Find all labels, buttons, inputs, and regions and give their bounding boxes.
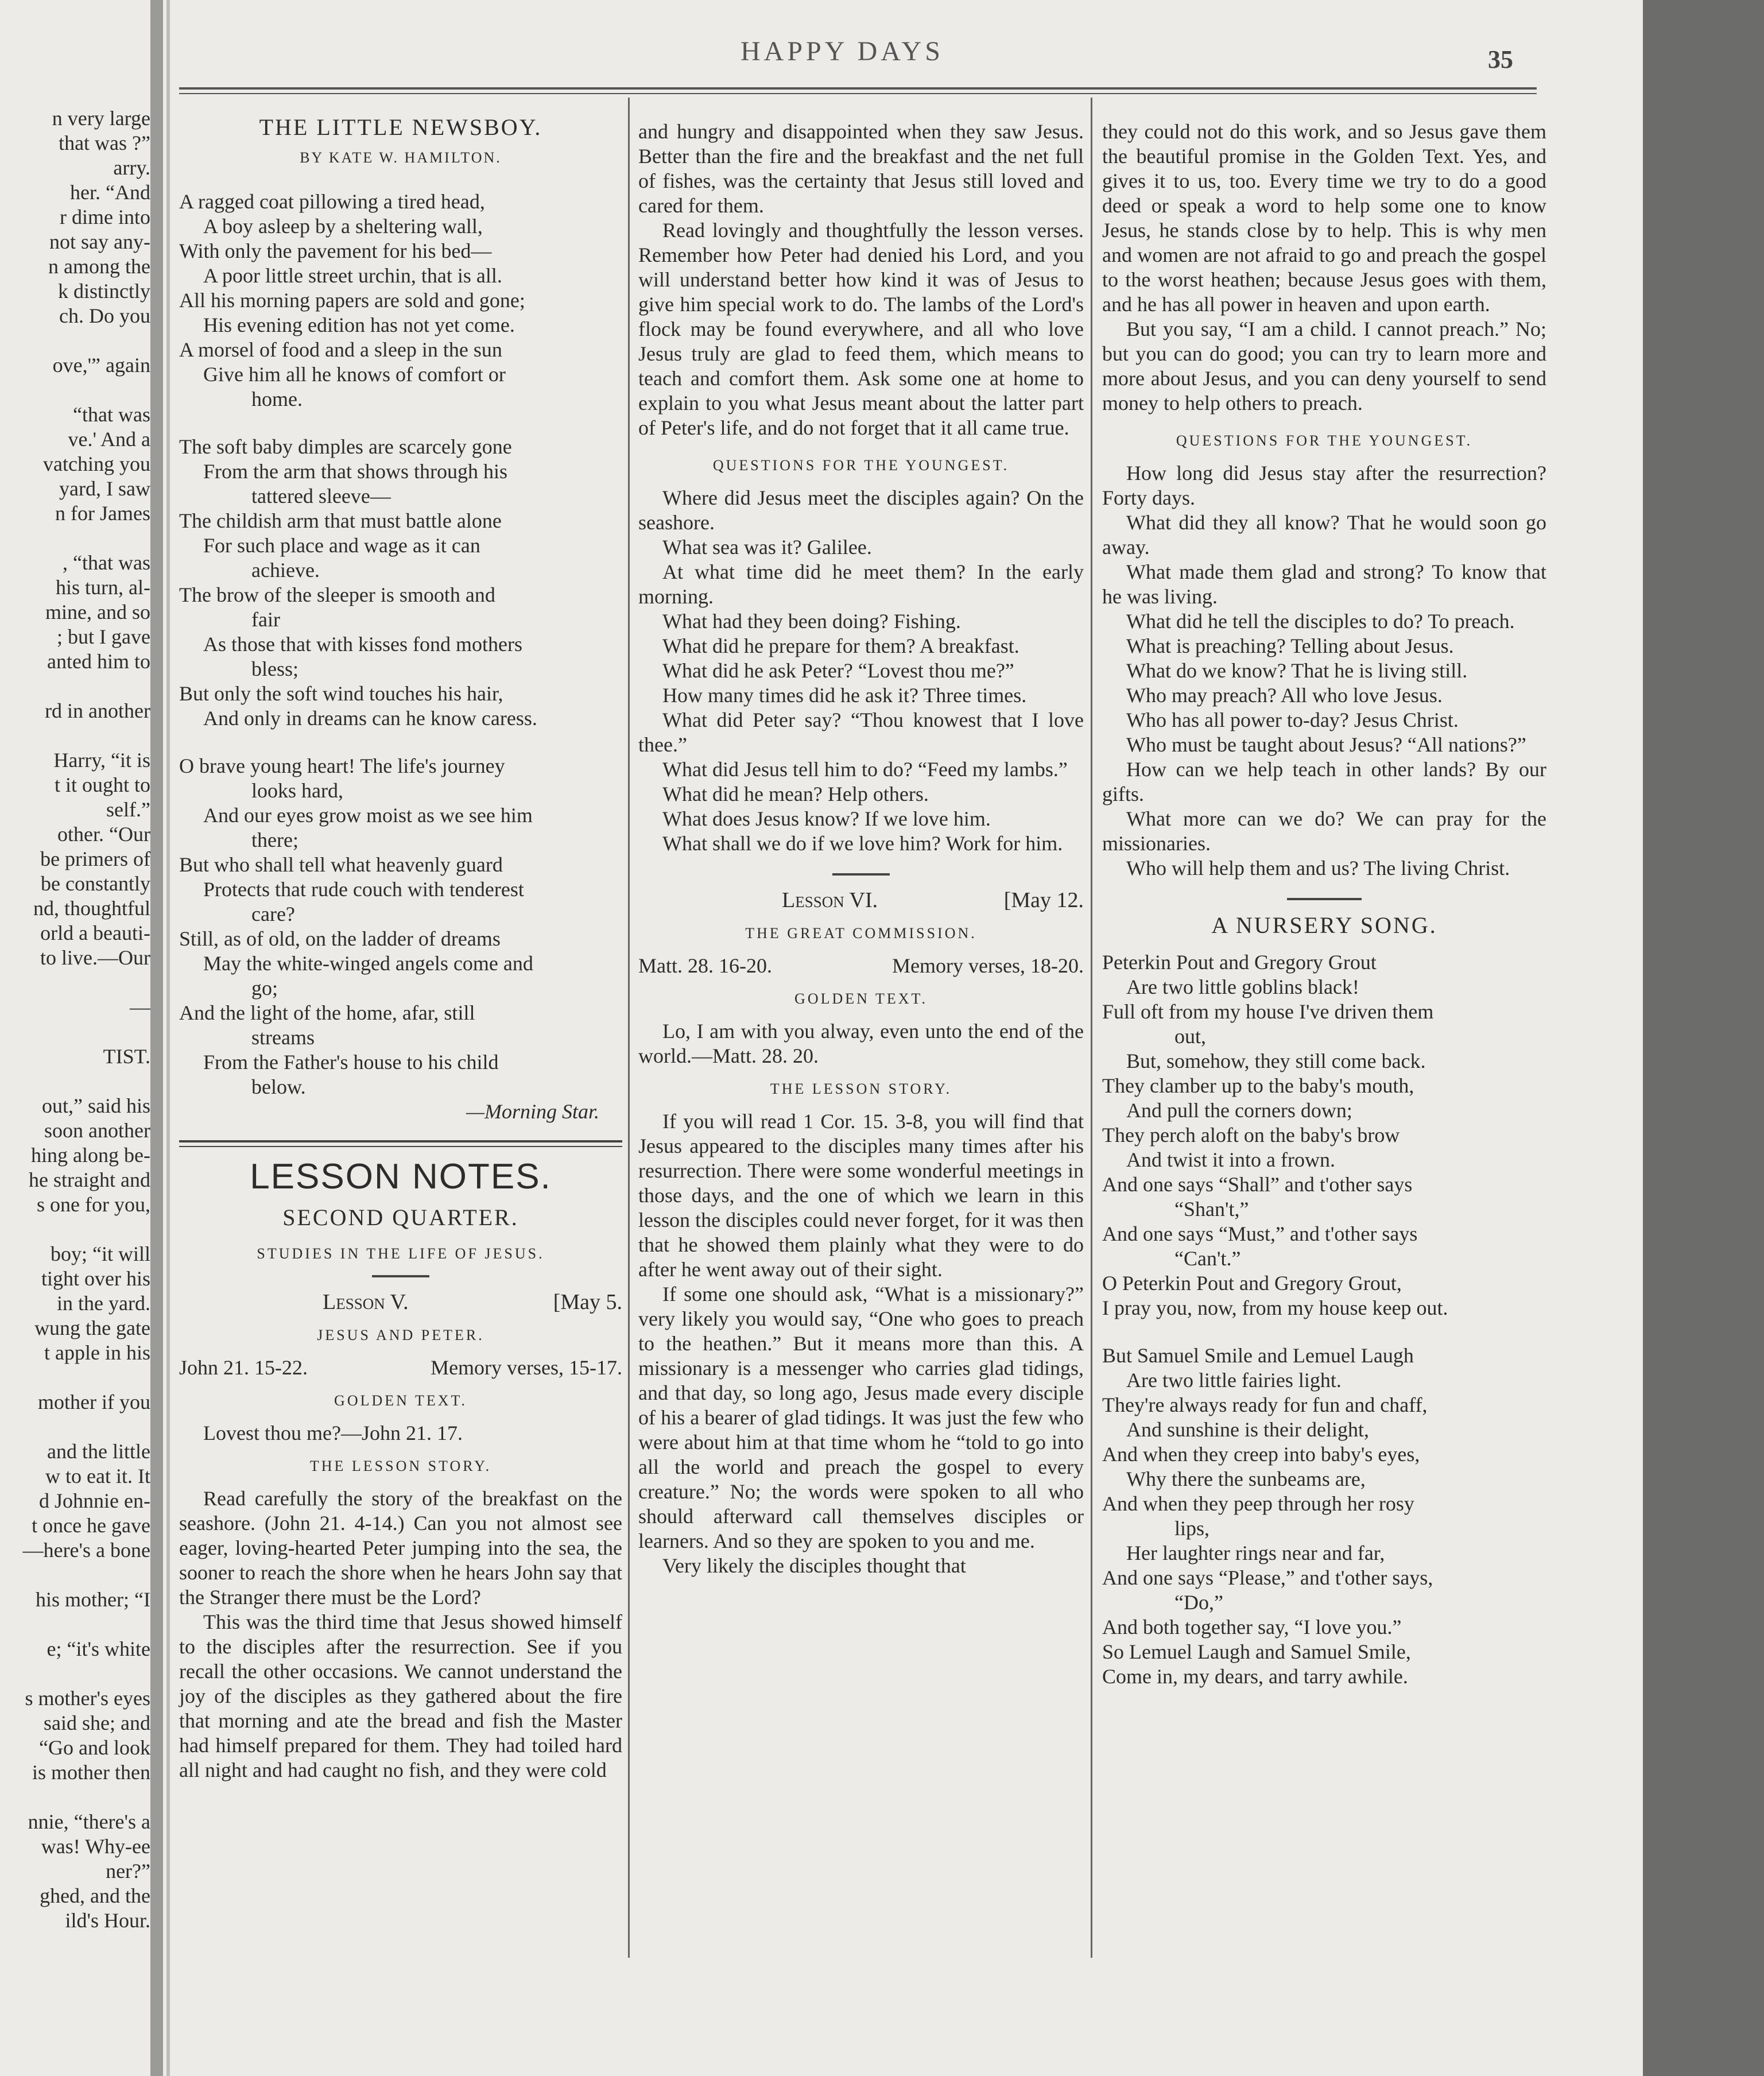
question-answer: What do we know? That he is living still. <box>1126 659 1468 682</box>
fragment-line <box>0 723 150 748</box>
fragment-line: self.” <box>106 798 150 821</box>
paragraph: Read carefully the story of the breakfast on the seashore. (John 21. 4-14.) Can you not almost see eager, loving-hearted Peter jumping into the sea, the sooner to reach the shore when he hears John say that the Stranger there must be the Lord? <box>179 1487 622 1609</box>
fragment-line: e; “it's white <box>46 1637 150 1660</box>
fragment-line: hing along be- <box>31 1144 150 1167</box>
fragment-line: r dime into <box>60 206 150 228</box>
fragment-line <box>0 1217 150 1242</box>
fragment-line: was! Why-ee <box>41 1835 150 1858</box>
lesson-story-label: THE LESSON STORY. <box>309 1458 492 1474</box>
fragment-line <box>0 1415 150 1439</box>
fragment-line: ; but I gave <box>57 625 150 648</box>
fragment-line <box>0 1785 150 1810</box>
question-answer: What had they been doing? Fishing. <box>662 610 961 633</box>
poem-line: And our eyes grow moist as we see him <box>203 804 533 827</box>
poem-line: So Lemuel Laugh and Samuel Smile, <box>1102 1640 1411 1663</box>
fragment-line: vatching you <box>43 452 150 475</box>
column-three <box>638 119 1084 1578</box>
paragraph: This was the third time that Jesus showed himself to the disciples after the resurrection. See if you recall the other occasions. We cannot understand the joy of the disciples as they gathered about the fire that morning and ate the bread and fish the Master had himself prepared for them. They had toiled hard all night and had caught no fish, and they were cold <box>179 1610 622 1781</box>
poem-line: there; <box>251 828 298 851</box>
fragment-line: he straight and <box>29 1168 150 1191</box>
fragment-line: nd, thoughtful <box>33 897 150 920</box>
lesson-number: Lesson V. <box>323 1290 409 1314</box>
question-answer: Who must be taught about Jesus? “All nations?” <box>1126 733 1526 756</box>
fragment-line: not say any- <box>49 230 150 253</box>
fragment-line: ild's Hour. <box>65 1909 150 1932</box>
poem-byline: BY KATE W. HAMILTON. <box>300 149 502 166</box>
golden-text-label: GOLDEN TEXT. <box>794 990 928 1007</box>
fragment-line: tight over his <box>41 1267 150 1290</box>
questions-list <box>638 486 1084 856</box>
fragment-line: d Johnnie en- <box>39 1489 150 1512</box>
fragment-line: k distinctly <box>58 280 150 303</box>
question-answer: At what time did he meet them? In the early morning. <box>638 560 1084 608</box>
poem-line: They perch aloft on the baby's brow <box>1102 1124 1400 1147</box>
fragment-line <box>0 526 150 551</box>
poem-line: But who shall tell what heavenly guard <box>179 853 503 876</box>
poem-stanza-2 <box>179 435 622 731</box>
poem-line: out, <box>1174 1025 1207 1048</box>
scripture-ref: John 21. 15-22. <box>179 1356 308 1379</box>
question-answer: How many times did he ask it? Three times. <box>662 684 1027 707</box>
poem-line: A boy asleep by a sheltering wall, <box>203 215 483 238</box>
fragment-line <box>0 1563 150 1587</box>
poem-line: As those that with kisses fond mothers <box>203 633 522 656</box>
fragment-line: her. “And <box>70 181 150 204</box>
poem-line: His evening edition has not yet come. <box>203 313 515 336</box>
fragment-line <box>0 1365 150 1390</box>
fragment-line: wung the gate <box>34 1316 150 1339</box>
poem-line: And one says “Shall” and t'other says <box>1102 1173 1413 1196</box>
fragment-line: t it ought to <box>54 773 150 796</box>
fragment-line: anted him to <box>47 650 150 673</box>
fragment-line: n very large <box>52 107 150 130</box>
question-answer: What did Peter say? “Thou knowest that I love thee.” <box>638 708 1084 756</box>
gutter-shadow <box>150 0 163 2076</box>
poem-line: “Do,” <box>1174 1591 1223 1614</box>
question-answer: How long did Jesus stay after the resurrection? Forty days. <box>1102 462 1546 509</box>
poem-line: From the Father's house to his child <box>203 1051 499 1074</box>
poem-line: And only in dreams can he know caress. <box>203 707 537 730</box>
divider-dash <box>832 873 890 876</box>
question-answer: What did he prepare for them? A breakfast. <box>662 634 1019 657</box>
lesson6-line <box>638 888 1084 913</box>
paragraph: Very likely the disciples thought that <box>662 1554 966 1577</box>
fragment-line: s one for you, <box>37 1193 150 1216</box>
poem-line: home. <box>251 388 303 410</box>
fragment-line: “Go and look <box>39 1736 150 1759</box>
poem-line: Full oft from my house I've driven them <box>1102 1000 1434 1023</box>
question-answer: What did he ask Peter? “Lovest thou me?” <box>662 659 1014 682</box>
poem-line: I pray you, now, from my house keep out. <box>1102 1296 1448 1319</box>
fragment-line: t apple in his <box>44 1341 150 1364</box>
header-rule-thin <box>179 93 1537 94</box>
page-number: 35 <box>1488 45 1513 73</box>
lesson-reference <box>638 954 1084 978</box>
question-answer: What is preaching? Telling about Jesus. <box>1126 634 1454 657</box>
gutter-line <box>166 0 170 2076</box>
page-edge-background <box>1643 0 1764 2076</box>
fragment-line: —here's a bone <box>22 1539 150 1562</box>
poem-line: They clamber up to the baby's mouth, <box>1102 1074 1414 1097</box>
nursery-stanza-2 <box>1102 1343 1546 1689</box>
fragment-line: be constantly <box>41 872 150 895</box>
fragment-line: his mother; “I <box>36 1588 150 1611</box>
fragment-line: w to eat it. It <box>45 1465 150 1488</box>
poem-line: Give him all he knows of comfort or <box>203 363 506 386</box>
fragment-line: out,” said his <box>42 1094 150 1117</box>
question-answer: How can we help teach in other lands? By our gifts. <box>1102 758 1546 805</box>
scripture-ref: Matt. 28. 16-20. <box>638 954 772 977</box>
fragment-line: ve.' And a <box>68 428 150 451</box>
poem-line: And twist it into a frown. <box>1126 1148 1335 1171</box>
section-rule-thin <box>179 1146 622 1147</box>
question-answer: Who has all power to-day? Jesus Christ. <box>1126 708 1459 731</box>
poem-line: bless; <box>251 657 299 680</box>
memory-verses: Memory verses, 15-17. <box>431 1356 622 1379</box>
fragment-line: n among the <box>48 255 150 278</box>
question-answer: What did Jesus tell him to do? “Feed my lambs.” <box>662 758 1068 781</box>
question-answer: Where did Jesus meet the disciples again? On the seashore. <box>638 486 1084 534</box>
fragment-line: ghed, and the <box>40 1884 150 1907</box>
poem-line: “Can't.” <box>1174 1247 1241 1270</box>
fragment-line: rd in another <box>45 699 150 722</box>
poem-line: The brow of the sleeper is smooth and <box>179 583 495 606</box>
poem-line: care? <box>251 903 295 925</box>
question-answer: What did they all know? That he would soon go away. <box>1102 511 1546 559</box>
fragment-line: ch. Do you <box>59 304 150 327</box>
question-answer: What made them glad and strong? To know that he was living. <box>1102 560 1546 608</box>
question-answer: What shall we do if we love him? Work for him. <box>662 832 1063 855</box>
fragment-line: nnie, “there's a <box>28 1810 150 1833</box>
poem-line: They're always ready for fun and chaff, <box>1102 1393 1428 1416</box>
fragment-line: s mother's eyes <box>25 1687 150 1710</box>
lesson5-line <box>179 1290 622 1315</box>
fragment-line <box>0 378 150 402</box>
poem-line: A poor little street urchin, that is all. <box>203 264 502 287</box>
poem-line: And when they creep into baby's eyes, <box>1102 1443 1420 1466</box>
fragment-line: to live.—Our <box>40 946 150 969</box>
paragraph: they could not do this work, and so Jesus gave them the beautiful promise in the Golden Text. Yes, and gives it to us, too. Every time we try to do a good deed or speak a word to help some one to know Jesus, he stands close by to help. This is why men and women are not afraid to go and preach the gospel to the worst heathen; because Jesus goes with them, and he has all power in heaven and upon earth. <box>1102 120 1546 316</box>
fragment-line: in the yard. <box>57 1292 150 1315</box>
poem-line: Peterkin Pout and Gregory Grout <box>1102 951 1377 974</box>
poem-line: May the white-winged angels come and <box>203 952 533 975</box>
fragment-line <box>0 674 150 699</box>
paragraph: But you say, “I am a child. I cannot preach.” No; but you can do good; you can try to learn more and more about Jesus, and you can deny yourself to send money to help others to preach. <box>1102 317 1546 415</box>
poem-line: Are two little fairies light. <box>1126 1369 1342 1392</box>
poem-stanza-3 <box>179 754 622 1099</box>
poem-line: below. <box>251 1075 306 1098</box>
header-rule <box>179 87 1537 90</box>
poem-line: And one says “Please,” and t'other says, <box>1102 1566 1433 1589</box>
paragraph: Read lovingly and thoughtfully the lesson verses. Remember how Peter had denied his Lord, and you will understand better how kind it was of Jesus to give him special work to do. The lambs of the Lord's flock may be found everywhere, and all who love Jesus truly are glad to feed them, which means to teach and comfort them. Ask some one at home to explain to you what Jesus meant about the latter part of Peter's life, and do not forget that it all came true. <box>638 219 1084 439</box>
fragment-line <box>0 1661 150 1686</box>
poem-line: A morsel of food and a sleep in the sun <box>179 338 502 361</box>
lesson-heading: THE GREAT COMMISSION. <box>745 925 977 942</box>
poem-line: And one says “Must,” and t'other says <box>1102 1222 1418 1245</box>
poem-line: The soft baby dimples are scarcely gone <box>179 435 512 458</box>
golden-text: Lovest thou me?—John 21. 17. <box>203 1422 463 1444</box>
fragment-line: be primers of <box>40 847 150 870</box>
lesson-reference <box>179 1355 622 1380</box>
nursery-song-title: A NURSERY SONG. <box>1211 912 1437 938</box>
divider-dash <box>372 1275 429 1277</box>
poem-title: THE LITTLE NEWSBOY. <box>259 114 542 140</box>
poem-line: And the light of the home, afar, still <box>179 1001 475 1024</box>
poem-line: O Peterkin Pout and Gregory Grout, <box>1102 1272 1402 1295</box>
fragment-line: mine, and so <box>45 601 150 623</box>
poem-attribution: —Morning Star. <box>466 1100 599 1123</box>
question-answer: Who may preach? All who love Jesus. <box>1126 684 1443 707</box>
paragraph: and hungry and disappointed when they saw Jesus. Better than the fire and the breakfast and the net full of fishes, was the certainty that Jesus still loved and cared for them. <box>638 120 1084 217</box>
fragment-line: other. “Our <box>57 823 150 846</box>
fragment-line: n for James <box>55 502 150 525</box>
fragment-line: boy; “it will <box>51 1242 150 1265</box>
questions-label: QUESTIONS FOR THE YOUNGEST. <box>712 457 1010 474</box>
fragment-line: “that was <box>73 403 150 426</box>
fragment-line <box>0 1069 150 1094</box>
poem-line: tattered sleeve— <box>251 485 391 508</box>
poem-line: Still, as of old, on the ladder of dreams <box>179 927 501 950</box>
poem-line: go; <box>251 977 278 1000</box>
poem-line: All his morning papers are sold and gone; <box>179 289 525 312</box>
poem-line: Her laughter rings near and far, <box>1126 1541 1385 1564</box>
question-answer: What more can we do? We can pray for the missionaries. <box>1102 807 1546 855</box>
column-divider-1 <box>628 98 630 1958</box>
poem-line: But Samuel Smile and Lemuel Laugh <box>1102 1344 1414 1367</box>
questions-label: QUESTIONS FOR THE YOUNGEST. <box>1176 432 1473 449</box>
section-rule <box>179 1140 622 1142</box>
studies-heading: STUDIES IN THE LIFE OF JESUS. <box>257 1245 545 1262</box>
poem-stanza-1 <box>179 189 622 412</box>
poem-line: Why there the sunbeams are, <box>1126 1467 1366 1490</box>
poem-line: A ragged coat pillowing a tired head, <box>179 190 485 213</box>
fragment-line: arry. <box>113 156 150 179</box>
poem-line: O brave young heart! The life's journey <box>179 754 505 777</box>
question-answer: What did he mean? Help others. <box>662 783 929 805</box>
poem-line: Come in, my dears, and tarry awhile. <box>1102 1665 1408 1688</box>
fragment-line: ove,'” again <box>52 354 150 377</box>
fragment-line <box>0 328 150 353</box>
poem-line: Protects that rude couch with tenderest <box>203 878 524 901</box>
question-answer: What does Jesus know? If we love him. <box>662 807 991 830</box>
question-answer: What did he tell the disciples to do? To preach. <box>1126 610 1515 633</box>
running-head: HAPPY DAYS <box>741 36 944 67</box>
lesson-story-label: THE LESSON STORY. <box>770 1080 952 1097</box>
divider-dash <box>1287 898 1362 900</box>
lesson-number: Lesson VI. <box>782 888 878 912</box>
fragment-line: soon another <box>44 1119 150 1142</box>
lesson-heading: JESUS AND PETER. <box>317 1327 484 1343</box>
paragraph: If you will read 1 Cor. 15. 3-8, you will find that Jesus appeared to the disciples many times after his resurrection. There were some wonderful meetings in those days, and the one of which we learn in this lesson the disciples could never forget, for it was then that he showed them plainly what they were to do after he went away out of their sight. <box>638 1110 1084 1281</box>
fragment-line: and the little <box>47 1440 150 1463</box>
nursery-stanza-1 <box>1102 950 1546 1320</box>
poem-line: But only the soft wind touches his hair, <box>179 682 503 705</box>
poem-line: “Shan't,” <box>1174 1198 1249 1221</box>
fragment-line: — <box>130 996 150 1018</box>
fragment-line: , “that was <box>63 551 150 574</box>
poem-line: From the arm that shows through his <box>203 460 507 483</box>
poem-line: And both together say, “I love you.” <box>1102 1616 1402 1639</box>
poem-line: looks hard, <box>251 779 343 802</box>
golden-text-label: GOLDEN TEXT. <box>334 1392 467 1409</box>
fragment-line: is mother then <box>32 1761 150 1784</box>
poem-line: achieve. <box>251 559 320 582</box>
fragment-line <box>0 1020 150 1044</box>
poem-line: But, somehow, they still come back. <box>1126 1049 1426 1072</box>
paragraph: If some one should ask, “What is a missionary?” very likely you would say, “One who goes to preach to the heathen.” But it means more than this. A missionary is a messenger who carries glad tidings, and that day, so long ago, Jesus made every disciple of his a bearer of glad tidings. It was just the few who were about him at that time whom he “told to go into all the world and preach the gospel to every creature.” No; the words were spoken to all who should afterward call themselves disciples or learners. And so they are spoken to you and me. <box>638 1283 1084 1552</box>
left-page-fragment <box>0 106 150 1933</box>
quarter-heading: SECOND QUARTER. <box>282 1204 519 1230</box>
fragment-line: mother if you <box>38 1391 150 1413</box>
fragment-line: Harry, “it is <box>53 749 150 772</box>
fragment-line: that was ?” <box>59 131 150 154</box>
golden-text: Lo, I am with you alway, even unto the end of the world.—Matt. 28. 20. <box>638 1020 1084 1067</box>
fragment-line: orld a beauti- <box>40 921 150 944</box>
poem-line: And pull the corners down; <box>1126 1099 1352 1122</box>
poem-line: The childish arm that must battle alone <box>179 509 502 532</box>
fragment-line: said she; and <box>44 1711 150 1734</box>
fragment-line <box>0 970 150 995</box>
fragment-line: his turn, al- <box>56 576 150 599</box>
poem-line: streams <box>251 1026 315 1049</box>
question-answer: What sea was it? Galilee. <box>662 536 872 559</box>
fragment-line: t once he gave <box>32 1514 150 1537</box>
poem-line: With only the pavement for his bed— <box>179 239 492 262</box>
column-newsboy <box>179 115 622 1783</box>
lesson-date: [May 5. <box>553 1290 622 1314</box>
fragment-line: ner?” <box>106 1860 150 1883</box>
memory-verses: Memory verses, 18-20. <box>892 954 1084 977</box>
poem-line: For such place and wage as it can <box>203 534 480 557</box>
poem-line: And sunshine is their delight, <box>1126 1418 1369 1441</box>
lesson-date: [May 12. <box>1003 888 1084 912</box>
column-divider-2 <box>1091 98 1092 1958</box>
questions-list <box>1102 461 1546 881</box>
question-answer: Who will help them and us? The living Christ. <box>1126 857 1510 880</box>
fragment-line <box>0 1612 150 1637</box>
poem-line: And when they peep through her rosy <box>1102 1492 1414 1515</box>
fragment-line: yard, I saw <box>59 477 150 500</box>
fragment-line: TIST. <box>103 1045 150 1068</box>
poem-line: Are two little goblins black! <box>1126 975 1359 998</box>
column-four <box>1102 119 1546 1689</box>
lesson-notes-title: LESSON NOTES. <box>250 1157 552 1196</box>
poem-line: fair <box>251 608 280 631</box>
poem-line: lips, <box>1174 1517 1210 1540</box>
